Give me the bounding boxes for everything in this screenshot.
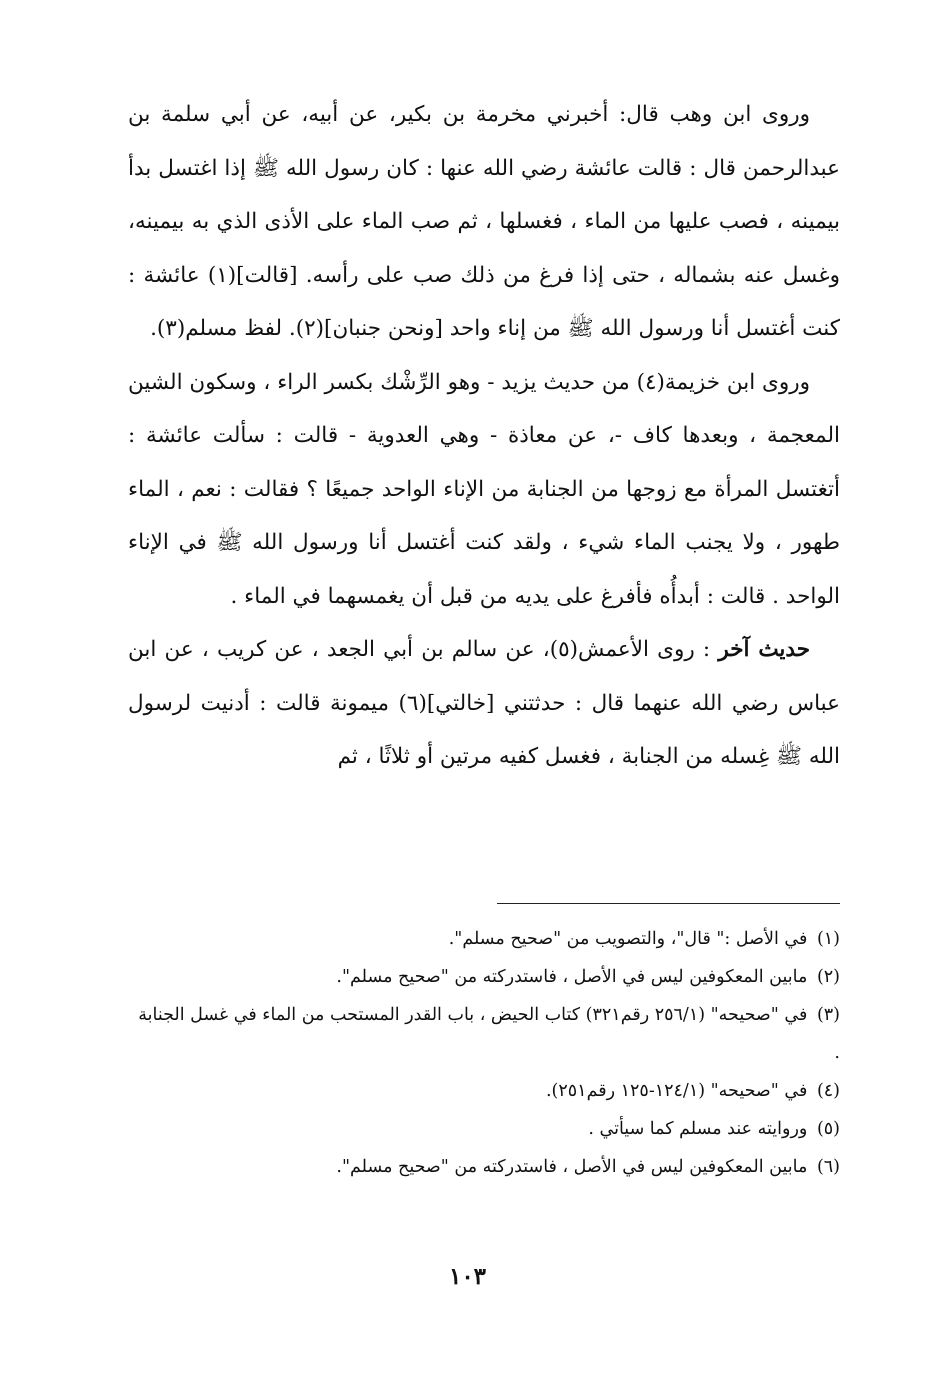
footnote-4-text: في "صحيحه" (١٢٤/١-١٢٥ رقم٢٥١). <box>545 1081 808 1101</box>
paragraph-3-text: : روى الأعمش(٥)، عن سالم بن أبي الجعد ، عن كريب ، عن ابن عباس رضي الله عنهما قال : حدثتني [خالتي](٦) ميمونة قالت : أدنيت لرسول الله ﷺ غِسله من الجنابة ، فغسل كفيه مرتين أو ثلاثًا ، ثم <box>128 637 841 769</box>
footnote-separator <box>497 903 840 904</box>
footnotes <box>128 920 840 1186</box>
paragraph-3-lead: حديث آخر <box>718 637 810 662</box>
footnote-3-text: في "صحيحه" (٢٥٦/١ رقم٣٢١) كتاب الحيض ، باب القدر المستحب من الماء في غسل الجنابة . <box>138 1005 840 1063</box>
footnote-6 <box>128 1148 840 1186</box>
footnote-5-number: (٥) <box>816 1119 840 1139</box>
body-text <box>128 88 840 784</box>
footnote-1-text: في الأصل :" قال"، والتصويب من "صحيح مسلم". <box>448 929 808 949</box>
footnote-6-text: مابين المعكوفين ليس في الأصل ، فاستدركته من "صحيح مسلم". <box>336 1157 808 1177</box>
footnote-3-number: (٣) <box>816 1005 840 1025</box>
paragraph-1-text: وروى ابن وهب قال: أخبرني مخرمة بن بكير، عن أبيه، عن أبي سلمة بن عبدالرحمن قال : قالت عائشة رضي الله عنها : كان رسول الله ﷺ إذا اغتسل بدأ بيمينه ، فصب عليها من الماء ، فغسلها ، ثم صب الماء على الأذى الذي به بيمينه، وغسل عنه بشماله ، حتى إذا فرغ من ذلك صب على رأسه. [قالت](١) عائشة : كنت أغتسل أنا ورسول الله ﷺ من إناء واحد [ونحن جنبان](٢). لفظ مسلم(٣). <box>128 102 840 341</box>
footnote-1-number: (١) <box>816 929 840 949</box>
footnote-3 <box>128 996 840 1072</box>
footnote-5-text: وروايته عند مسلم كما سيأتي . <box>588 1119 808 1139</box>
paragraph-2-text: وروى ابن خزيمة(٤) من حديث يزيد - وهو الرِّشْك بكسر الراء ، وسكون الشين المعجمة ، وبعدها كاف -، عن معاذة - وهي العدوية - قالت : سألت عائشة : أتغتسل المرأة مع زوجها من الجنابة من الإناء الواحد جميعًا ؟ فقالت : نعم ، الماء طهور ، ولا يجنب الماء شيء ، ولقد كنت أغتسل أنا ورسول الله ﷺ في الإناء الواحد . قالت : أبدأُه فأفرغ على يديه من قبل أن يغمسهما في الماء . <box>128 369 840 609</box>
footnote-2 <box>128 958 840 996</box>
page-number: ١٠٣ <box>448 1263 487 1290</box>
footnote-4 <box>128 1072 840 1110</box>
footnote-2-text: مابين المعكوفين ليس في الأصل ، فاستدركته من "صحيح مسلم". <box>336 967 808 987</box>
footnote-5 <box>128 1110 840 1148</box>
footnote-1 <box>128 920 840 958</box>
footnote-6-number: (٦) <box>816 1157 840 1177</box>
footnote-4-number: (٤) <box>816 1081 840 1101</box>
paragraph-2 <box>128 356 840 624</box>
footnote-2-number: (٢) <box>816 967 840 987</box>
paragraph-3 <box>128 623 840 784</box>
paragraph-1 <box>128 88 840 356</box>
